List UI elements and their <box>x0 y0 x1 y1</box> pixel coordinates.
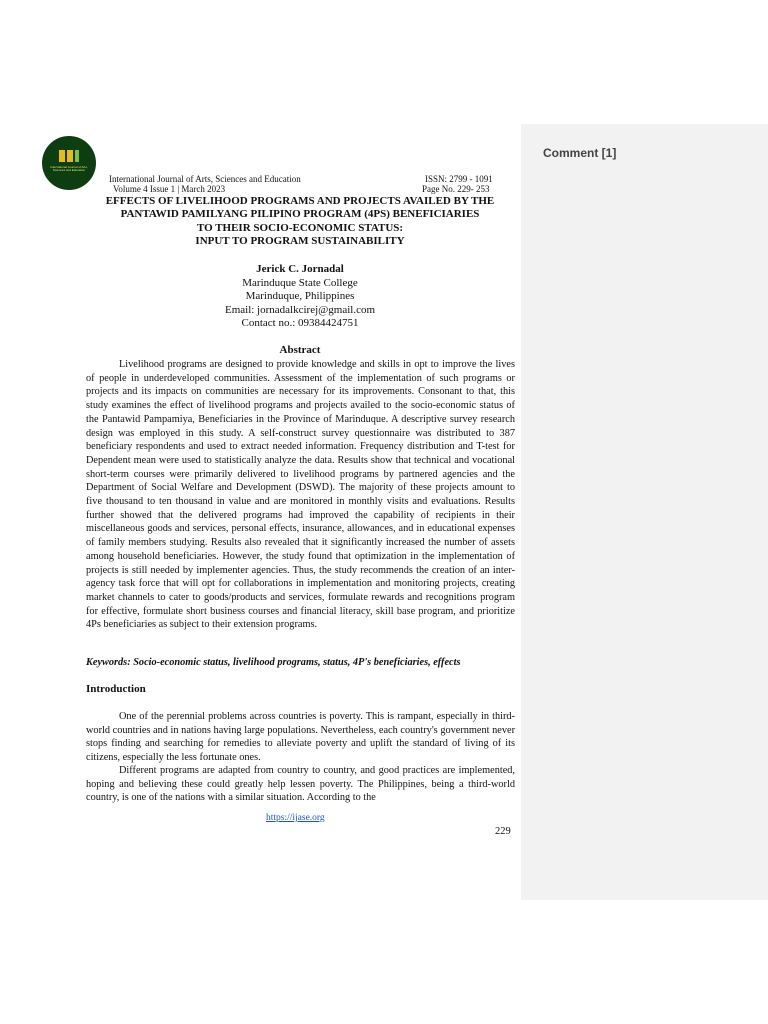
keywords: Keywords: Socio-economic status, livelihood programs, status, 4P's beneficiaries, effects <box>86 657 461 668</box>
abstract-heading: Abstract <box>279 344 321 356</box>
logo-mark-icon <box>59 150 79 162</box>
volume-issue: Volume 4 Issue 1 | March 2023 <box>113 184 226 194</box>
comment-label: Comment [1] <box>543 146 617 160</box>
logo-text: International Journal of Arts, Sciences and Education <box>50 165 88 172</box>
author-email: Email: jornadalkcirej@gmail.com <box>224 303 376 316</box>
title-line: EFFECTS OF LIVELIHOOD PROGRAMS AND PROJECTS AVAILED BY THE <box>105 195 495 207</box>
author-name: Jerick C. Jornadal <box>256 263 344 275</box>
page-range: Page No. 229- 253 <box>422 184 490 194</box>
intro-paragraph-2: Different programs are adapted from country to country, and good practices are implemented, hoping and believing these could greatly help lessen poverty. The Philippines, being a third-world country, is one of the nations with a similar situation. According to the <box>86 765 515 804</box>
journal-name: International Journal of Arts, Sciences and Education <box>109 174 301 184</box>
author-contact: Contact no.: 09384424751 <box>241 317 359 330</box>
title-line: PANTAWID PAMILYANG PILIPINO PROGRAM (4PS) BENEFICIARIES <box>120 208 480 221</box>
title-line: INPUT TO PROGRAM SUSTAINABILITY <box>195 235 405 248</box>
author-block <box>150 263 450 331</box>
comment-pane <box>521 124 768 900</box>
journal-logo <box>42 136 96 190</box>
intro-paragraph-1: One of the perennial problems across countries is poverty. This is rampant, especially in third-world countries and in nations having large populations. Nevertheless, each country's government never stops finding and searching for remedies to alleviate poverty and uplift the standard of living of its citizens, especially the less fortunate ones. <box>86 711 515 764</box>
introduction-heading: Introduction <box>86 683 146 695</box>
page-number: 229 <box>495 826 511 837</box>
author-location: Marinduque, Philippines <box>245 290 355 303</box>
author-affiliation: Marinduque State College <box>242 276 358 289</box>
journal-link[interactable]: https://ijase.org <box>266 813 325 823</box>
issn: ISSN: 2799 - 1091 <box>425 174 493 184</box>
title-line: TO THEIR SOCIO-ECONOMIC STATUS: <box>196 221 404 234</box>
paper-title <box>80 195 520 249</box>
abstract-body: Livelihood programs are designed to provide knowledge and skills in opt to improve the lives of people in underdeveloped communities. Assessment of the implementation of such programs or projects and its impacts on communities are necessary for its improvements. Consonant to that, this study examines the effect of livelihood programs and projects availed to the socio-economic status of the Pantawid Pampamiya, Beneficiaries in the Province of Marinduque. A descriptive survey research design was employed in this study. A self-construct survey questionnaire was distributed to 387 beneficiary respondents and used to extract needed information. Frequency distribution and T-test for Dependent mean were used to statistically analyze the data. Results show that technical and vocational short-term courses were primarily delivered to livelihood programs by partnered agencies and the Department of Social Welfare and Development (DSWD). The majority of these projects amount to five thousand to ten thousand in value and are monitored in monthly visits and evaluations. Results further showed that the delivered programs had improved the capability of recipients in their miscellaneous goods and services, personal effects, insurance, allowances, and in educational expenses of family members studying. Results also revealed that it significantly increased the number of assets among household beneficiaries. However, the study found that optimization in the implementation of projects is still needed by implementer agencies. Thus, the study recommends the creation of an inter-agency task force that will opt for collaborations in implementation and monitoring projects, creating market channels to cater to goods/products and services, formulate rewards and recognitions program for effective, formulate short business courses and financial literacy, skill base program, and prioritize 4Ps beneficiaries as subject to their extension programs. <box>86 359 515 631</box>
